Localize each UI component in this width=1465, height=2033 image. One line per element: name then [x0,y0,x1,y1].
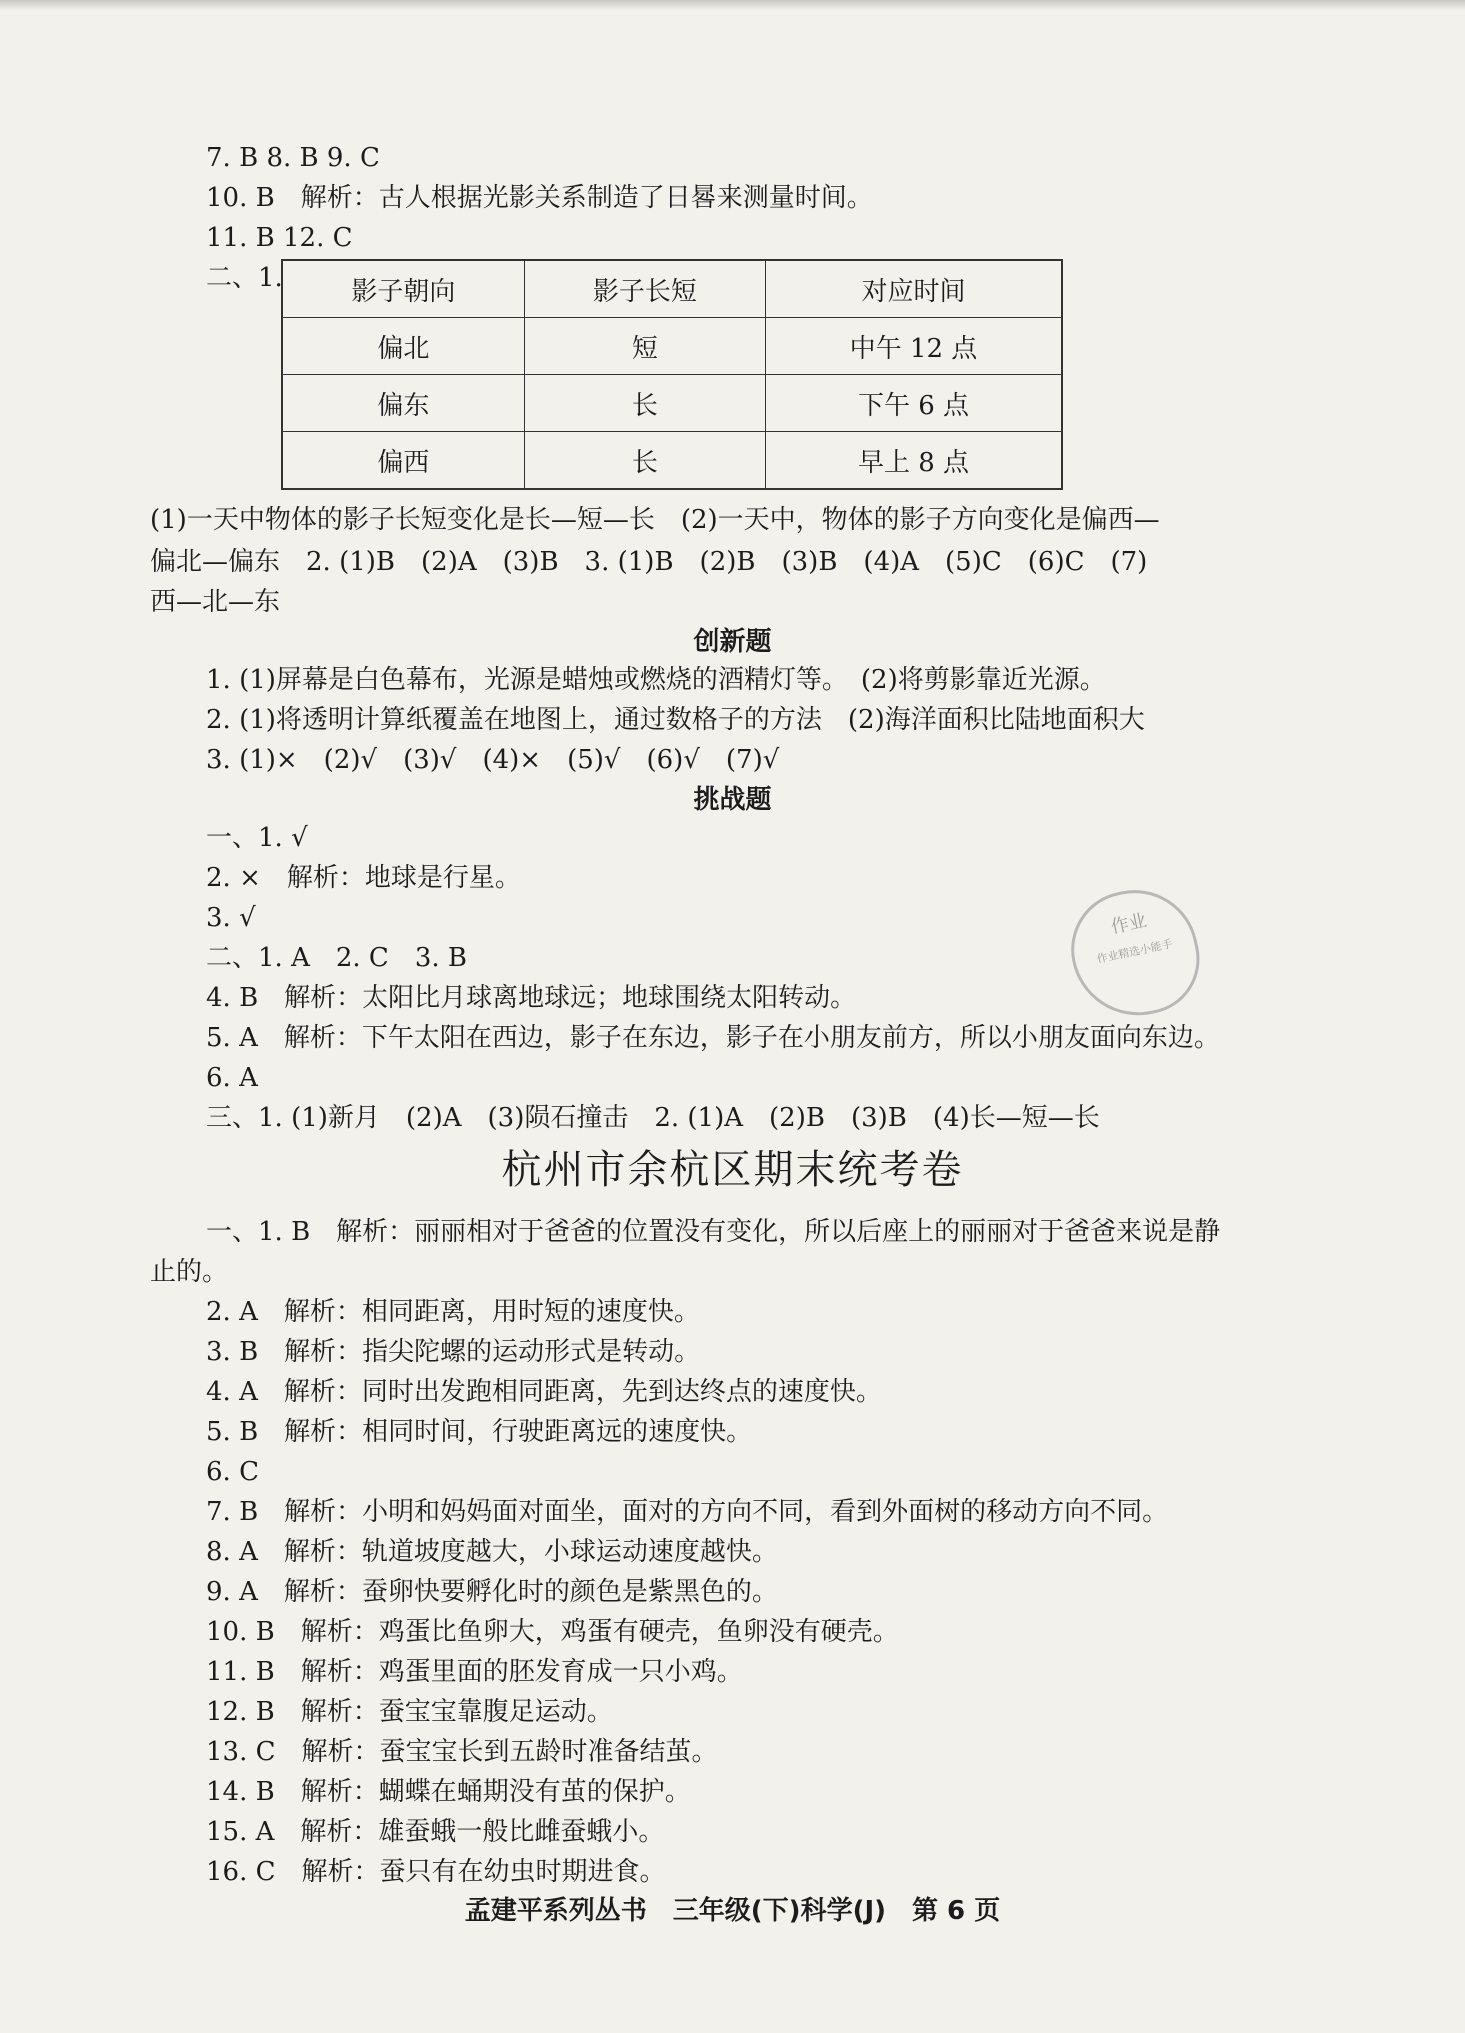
table-label: 二、1. [206,263,283,293]
table-cell: 短 [524,318,765,375]
table-header: 对应时间 [765,260,1062,318]
answer-line: 三、1. (1)新月 (2)A (3)陨石撞击 2. (1)A (2)B (3)B (4)长—短—长 [206,1103,1100,1133]
answer-line: 6. C [206,1457,259,1487]
answer-line: 13. C 解析：蚕宝宝长到五龄时准备结茧。 [206,1737,718,1767]
answer-line: 3. (1)× (2)√ (3)√ (4)× (5)√ (6)√ (7)√ [206,745,780,775]
answer-line: 一、1. √ [206,823,308,853]
table-cell: 长 [524,375,765,432]
answer-line: 3. B 解析：指尖陀螺的运动形式是转动。 [206,1337,701,1367]
table-row [282,318,1062,375]
answer-line: 8. A 解析：轨道坡度越大，小球运动速度越快。 [206,1537,778,1567]
table-cell: 早上 8 点 [765,432,1062,490]
section-heading-challenge: 挑战题 [693,785,772,815]
answer-line: 6. A [206,1063,258,1093]
table-cell: 偏西 [282,432,524,490]
answer-line: 1. (1)屏幕是白色幕布，光源是蜡烛或燃烧的酒精灯等。 (2)将剪影靠近光源。 [206,665,1106,695]
stamp-subtext: 作业精选小能手 [1095,937,1174,966]
table-header: 影子朝向 [282,260,524,318]
answer-line: 15. A 解析：雄蚕蛾一般比雌蚕蛾小。 [206,1817,665,1847]
table-row [282,375,1062,432]
table-cell: 偏东 [282,375,524,432]
answer-line: 4. A 解析：同时出发跑相同距离，先到达终点的速度快。 [206,1377,882,1407]
answer-line: 2. (1)将透明计算纸覆盖在地图上，通过数格子的方法 (2)海洋面积比陆地面积大 [206,705,1145,735]
answer-line: 7. B 解析：小明和妈妈面对面坐，面对的方向不同，看到外面树的移动方向不同。 [206,1497,1169,1527]
table-header: 影子长短 [524,260,765,318]
answer-line: 10. B 解析：鸡蛋比鱼卵大，鸡蛋有硬壳，鱼卵没有硬壳。 [206,1617,899,1647]
answer-line: 12. B 解析：蚕宝宝靠腹足运动。 [206,1697,613,1727]
answer-line: 5. B 解析：相同时间，行驶距离远的速度快。 [206,1417,753,1447]
answer-line: 5. A 解析：下午太阳在西边，影子在东边，影子在小朋友前方，所以小朋友面向东边。 [206,1023,1220,1053]
shadow-table [281,259,1063,490]
page-edge [0,0,1465,10]
answer-line: 3. √ [206,903,256,933]
answer-line: 14. B 解析：蝴蝶在蛹期没有茧的保护。 [206,1777,691,1807]
answer-line: 一、1. B 解析：丽丽相对于爸爸的位置没有变化，所以后座上的丽丽对于爸爸来说是静 [206,1217,1221,1247]
answer-line: 16. C 解析：蚕只有在幼虫时期进食。 [206,1857,666,1887]
answer-line: 2. × 解析：地球是行星。 [206,863,521,893]
answer-line: 10. B 解析：古人根据光影关系制造了日晷来测量时间。 [206,183,873,213]
table-row [282,432,1062,490]
answer-line: 11. B 12. C [206,223,353,253]
answer-line: 二、1. A 2. C 3. B [206,943,467,973]
table-header-row [282,260,1062,318]
exam-title: 杭州市余杭区期末统考卷 [501,1147,964,1193]
answer-line: 西—北—东 [150,587,281,617]
table-cell: 长 [524,432,765,490]
answer-line: 偏北—偏东 2. (1)B (2)A (3)B 3. (1)B (2)B (3)B (4)A (5)C (6)C (7) [150,547,1148,577]
table-cell: 下午 6 点 [765,375,1062,432]
answer-line: 2. A 解析：相同距离，用时短的速度快。 [206,1297,700,1327]
answer-line: 11. B 解析：鸡蛋里面的胚发育成一只小鸡。 [206,1657,743,1687]
answer-line: (1)一天中物体的影子长短变化是长—短—长 (2)一天中，物体的影子方向变化是偏西— [150,505,1160,535]
homework-stamp [1060,878,1209,1027]
page-footer: 孟建平系列丛书 三年级(下)科学(J) 第 6 页 [464,1896,1001,1926]
answer-line: 9. A 解析：蚕卵快要孵化时的颜色是紫黑色的。 [206,1577,778,1607]
table-cell: 中午 12 点 [765,318,1062,375]
answer-line: 7. B 8. B 9. C [206,143,380,173]
section-heading-innovation: 创新题 [693,627,772,657]
answer-line: 4. B 解析：太阳比月球离地球远；地球围绕太阳转动。 [206,983,857,1013]
table-cell: 偏北 [282,318,524,375]
answer-line: 止的。 [150,1257,229,1287]
stamp-text: 作业 [1109,910,1149,939]
